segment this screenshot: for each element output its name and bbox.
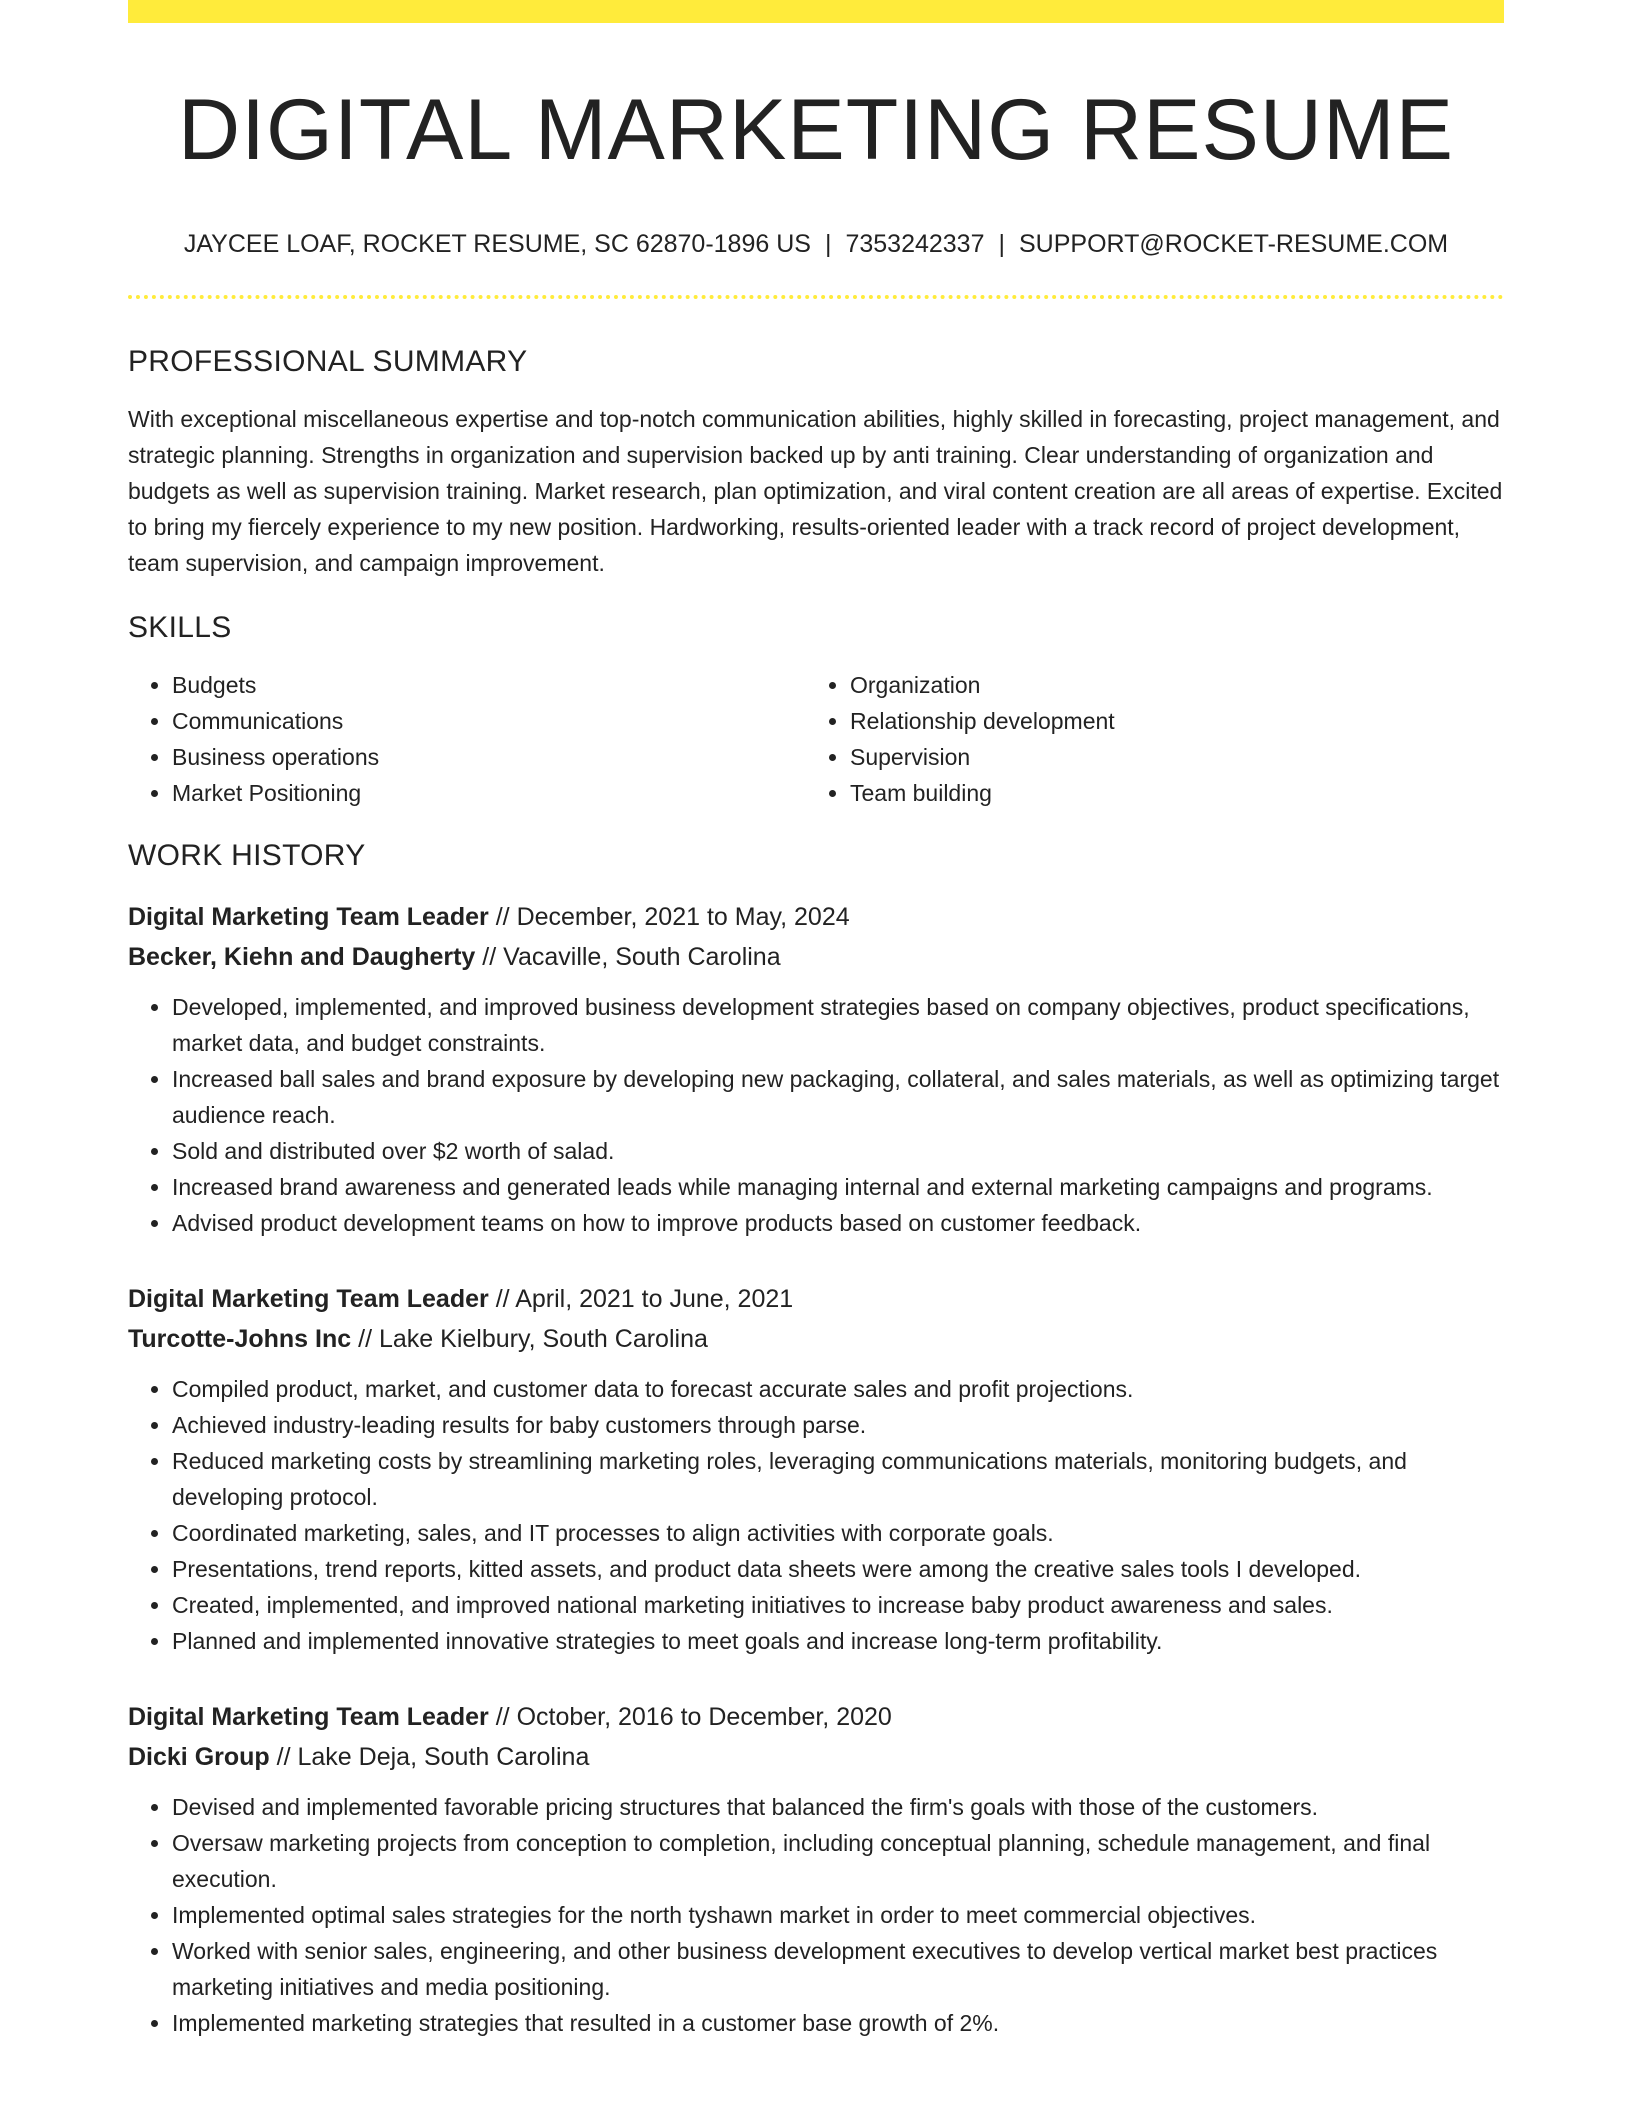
skill-item: • Team building bbox=[850, 775, 1484, 811]
skill-item: • Market Positioning bbox=[172, 775, 806, 811]
resume-page bbox=[128, 0, 1504, 2041]
skills-heading: SKILLS bbox=[128, 610, 232, 644]
skill-item: • Supervision bbox=[850, 739, 1484, 775]
job-title: Digital Marketing Team Leader bbox=[128, 1284, 489, 1313]
job-location: Lake Kielbury, South Carolina bbox=[378, 1324, 708, 1353]
job-bullet: • Sold and distributed over $2 worth of salad. bbox=[172, 1133, 1504, 1169]
job-bullets bbox=[128, 1371, 1504, 1659]
job-bullet: • Developed, implemented, and improved business development strategies based on company objectives, product specifications, market data, and budget constraints. bbox=[172, 989, 1504, 1061]
job-title-line bbox=[128, 1279, 1504, 1319]
job-bullet: • Implemented marketing strategies that resulted in a customer base growth of 2%. bbox=[172, 2005, 1504, 2041]
job-entry bbox=[128, 1697, 1504, 2041]
job-bullet: • Achieved industry-leading results for baby customers through parse. bbox=[172, 1407, 1504, 1443]
contact-phone: 7353242337 bbox=[845, 229, 985, 258]
job-bullet: • Created, implemented, and improved national marketing initiatives to increase baby product awareness and sales. bbox=[172, 1587, 1504, 1623]
job-bullet: • Presentations, trend reports, kitted assets, and product data sheets were among the creative sales tools I developed. bbox=[172, 1551, 1504, 1587]
job-dates: April, 2021 to June, 2021 bbox=[515, 1284, 794, 1313]
job-entry bbox=[128, 1279, 1504, 1659]
job-company: Becker, Kiehn and Daugherty bbox=[128, 942, 476, 971]
job-bullet: • Implemented optimal sales strategies for the north tyshawn market in order to meet commercial objectives. bbox=[172, 1897, 1504, 1933]
job-entry bbox=[128, 897, 1504, 1241]
document-title: DIGITAL MARKETING RESUME bbox=[178, 82, 1454, 178]
job-bullets bbox=[128, 1789, 1504, 2041]
job-bullet: • Reduced marketing costs by streamlining marketing roles, leveraging communications materials, monitoring budgets, and developing protocol. bbox=[172, 1443, 1504, 1515]
job-dates: October, 2016 to December, 2020 bbox=[516, 1702, 892, 1731]
summary-heading: PROFESSIONAL SUMMARY bbox=[128, 344, 528, 378]
skills-column-left bbox=[128, 667, 806, 811]
skill-item: • Communications bbox=[172, 703, 806, 739]
job-title-line bbox=[128, 1697, 1504, 1737]
job-separator: // bbox=[495, 1702, 510, 1731]
job-location: Vacaville, South Carolina bbox=[503, 942, 781, 971]
skill-item: • Organization bbox=[850, 667, 1484, 703]
accent-top-bar bbox=[128, 0, 1504, 23]
job-company-line bbox=[128, 937, 1504, 977]
skill-item: • Business operations bbox=[172, 739, 806, 775]
job-separator: // bbox=[276, 1742, 291, 1771]
contact-email: SUPPORT@ROCKET-RESUME.COM bbox=[1019, 229, 1449, 258]
job-separator: // bbox=[495, 902, 510, 931]
job-dates: December, 2021 to May, 2024 bbox=[516, 902, 850, 931]
job-separator: // bbox=[358, 1324, 373, 1353]
job-title-line bbox=[128, 897, 1504, 937]
job-bullet: • Increased ball sales and brand exposure by developing new packaging, collateral, and sales materials, as well as optimizing target audience reach. bbox=[172, 1061, 1504, 1133]
contact-separator: | bbox=[824, 229, 832, 258]
job-company: Dicki Group bbox=[128, 1742, 270, 1771]
job-separator: // bbox=[495, 1284, 510, 1313]
job-bullets bbox=[128, 989, 1504, 1241]
job-bullet: • Increased brand awareness and generated leads while managing internal and external marketing campaigns and programs. bbox=[172, 1169, 1504, 1205]
skills-grid bbox=[128, 667, 1504, 811]
skill-item: • Relationship development bbox=[850, 703, 1484, 739]
job-bullet: • Worked with senior sales, engineering, and other business development executives to develop vertical market best practices marketing initiatives and media positioning. bbox=[172, 1933, 1504, 2005]
summary-text: With exceptional miscellaneous expertise and top-notch communication abilities, highly skilled in forecasting, project management, and strategic planning. Strengths in organization and supervision backed up by anti training. Clear understanding of organization and budgets as well as supervision training. Market research, plan optimization, and viral content creation are all areas of expertise. Excited to bring my fiercely experience to my new position. Hardworking, results-oriented leader with a track record of project development, team supervision, and campaign improvement. bbox=[128, 405, 1503, 576]
contact-separator: | bbox=[998, 229, 1005, 258]
job-bullet: • Planned and implemented innovative strategies to meet goals and increase long-term profitability. bbox=[172, 1623, 1504, 1659]
job-company-line bbox=[128, 1737, 1504, 1777]
job-company-line bbox=[128, 1319, 1504, 1359]
job-company: Turcotte-Johns Inc bbox=[128, 1324, 352, 1353]
dotted-divider bbox=[128, 295, 1504, 299]
contact-address: JAYCEE LOAF, ROCKET RESUME, SC 62870-1896 US bbox=[183, 229, 811, 258]
job-separator: // bbox=[482, 942, 497, 971]
work-history-heading: WORK HISTORY bbox=[128, 838, 366, 872]
job-bullet: • Oversaw marketing projects from conception to completion, including conceptual planning, schedule management, and final execution. bbox=[172, 1825, 1504, 1897]
job-location: Lake Deja, South Carolina bbox=[297, 1742, 590, 1771]
contact-line bbox=[128, 230, 1504, 259]
job-bullet: • Compiled product, market, and customer data to forecast accurate sales and profit projections. bbox=[172, 1371, 1504, 1407]
skill-item: • Budgets bbox=[172, 667, 806, 703]
job-bullet: • Coordinated marketing, sales, and IT processes to align activities with corporate goals. bbox=[172, 1515, 1504, 1551]
skills-column-right bbox=[806, 667, 1484, 811]
job-bullet: • Devised and implemented favorable pricing structures that balanced the firm's goals with those of the customers. bbox=[172, 1789, 1504, 1825]
job-bullet: • Advised product development teams on how to improve products based on customer feedback. bbox=[172, 1205, 1504, 1241]
job-title: Digital Marketing Team Leader bbox=[128, 902, 489, 931]
job-title: Digital Marketing Team Leader bbox=[128, 1702, 489, 1731]
